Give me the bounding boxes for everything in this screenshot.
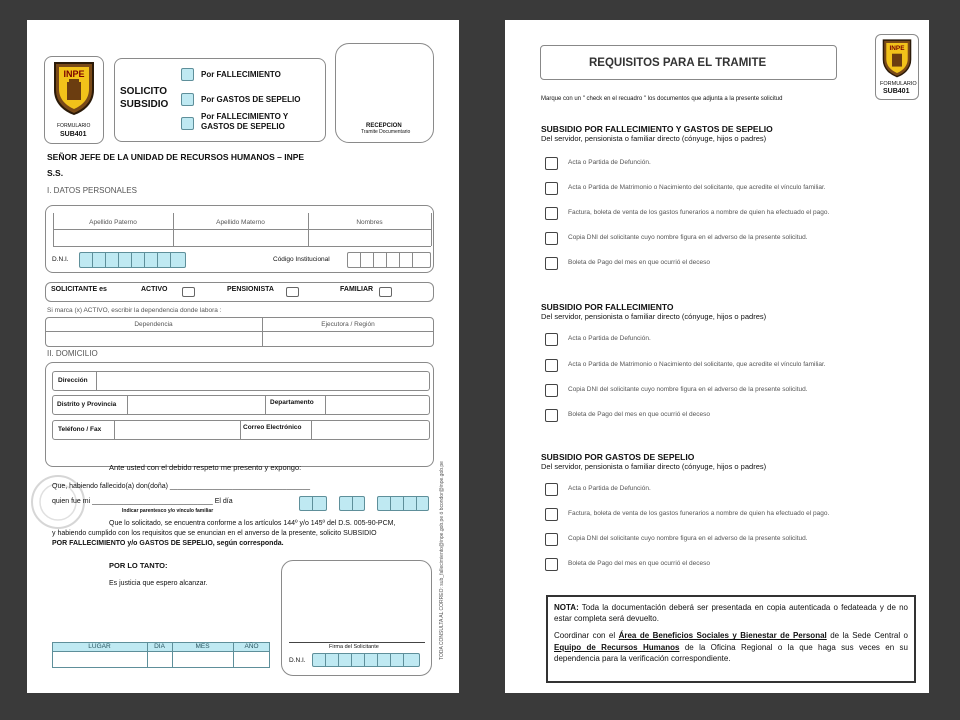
coordinar-part-1: Coordinar con el	[554, 631, 616, 641]
sec3-item-checkbox[interactable]	[545, 508, 558, 521]
sec2-item: Copia DNI del solicitante cuyo nombre figura en el adverso de la presente solicitud.	[568, 386, 808, 393]
svg-text:INPE: INPE	[889, 45, 905, 53]
apellido-paterno-field[interactable]	[54, 230, 172, 245]
fecha-anio-field[interactable]	[377, 496, 429, 511]
sec1-item: Copia DNI del solicitante cuyo nombre figura en el adverso de la presente solicitud.	[568, 234, 808, 241]
si-marca-note: Si marca (x) ACTIVO, escribir la dependencia donde labora :	[47, 307, 222, 314]
lugar-label: LUGAR	[88, 643, 111, 650]
codigo-field[interactable]	[347, 252, 431, 268]
sec3-sub: Del servidor, pensionista o familiar directo (cónyuge, hijos o padres)	[541, 462, 767, 471]
telefono-label: Teléfono / Fax	[58, 426, 102, 433]
articulos-line: Que lo solicitado, se encuentra conforme a los artículos 144º y/o 145º del D.S. 005-90-PCM,	[109, 520, 396, 527]
firma-dni-label: D.N.I.	[289, 657, 306, 664]
sec1-item: Boleta de Pago del mes en que ocurrió el deceso	[568, 259, 711, 266]
solicito-line: POR FALLECIMIENTO y/o GASTOS DE SEPELIO, según corresponda.	[52, 540, 284, 547]
svg-text:INPE: INPE	[63, 69, 85, 79]
nota-text	[554, 602, 908, 624]
opt-ambos-label-1: Por FALLECIMIENTO Y	[201, 112, 289, 121]
dia-label: DIA	[154, 643, 165, 650]
distrito-field[interactable]	[128, 396, 264, 414]
correo-field[interactable]	[312, 421, 429, 439]
ejecutora-field[interactable]	[263, 332, 433, 346]
sec3-item-checkbox[interactable]	[545, 558, 558, 571]
opt-sepelio-label: Por GASTOS DE SEPELIO	[201, 95, 301, 104]
por-lo-tanto: POR LO TANTO:	[109, 561, 168, 570]
area-beneficios: Área de Beneficios Sociales y Bienestar de Personal	[618, 631, 827, 641]
form-code: SUB401	[60, 131, 87, 138]
coordinar-text	[554, 630, 908, 664]
familiar-checkbox[interactable]	[379, 287, 392, 297]
pensionista-label: PENSIONISTA	[227, 286, 274, 293]
sec1-item-checkbox[interactable]	[545, 157, 558, 170]
sec3-item-checkbox[interactable]	[545, 533, 558, 546]
tramite-label: Tramite Documentario	[361, 129, 411, 135]
fecha-dia-field[interactable]	[299, 496, 327, 511]
solicito-label: SOLICITO	[120, 86, 168, 97]
intro-text: Ante usted con el debido respeto me presento y expongo:	[109, 463, 302, 472]
lugar-fecha-fields[interactable]	[52, 652, 270, 668]
direccion-label: Dirección	[58, 377, 88, 384]
sec2-item: Acta o Partida de Matrimonio o Nacimiento del solicitante, que acredite el vínculo familiar.	[568, 361, 826, 368]
section-datos-personales: I. DATOS PERSONALES	[47, 186, 137, 195]
nombres-field[interactable]	[309, 230, 430, 245]
sec2-item-checkbox[interactable]	[545, 359, 558, 372]
sec2-item: Boleta de Pago del mes en que ocurrió el deceso	[568, 411, 711, 418]
side-contact-text: TODA CONSULTA AL CORREO: sub_fallecimiento@inpe.gob.pe ó bcondor@inpe.gob.pe	[439, 461, 445, 660]
correo-label: Correo Electrónico	[243, 424, 302, 431]
sec2-item-checkbox[interactable]	[545, 384, 558, 397]
opt-ambos-label-2: GASTOS DE SEPELIO	[201, 122, 285, 131]
firma-dni-field[interactable]	[312, 653, 420, 667]
parentesco-line: quien fue mi _______________________________ El día	[52, 498, 233, 505]
dependencia-field[interactable]	[46, 332, 261, 346]
nota-body: Toda la documentación deberá ser presentada en copia autenticada o fedateada y de no estar completa será devuelto.	[554, 603, 909, 624]
col-apellido-materno: Apellido Materno	[216, 219, 265, 226]
subsidio-label: SUBSIDIO	[120, 99, 169, 110]
req-title: REQUISITOS PARA EL TRAMITE	[589, 57, 767, 69]
direccion-field[interactable]	[97, 372, 429, 390]
equipo-rrhh: Equipo de Recursos Humanos	[554, 642, 680, 652]
col-ejecutora: Ejecutora / Región	[321, 321, 375, 328]
requirements-page	[505, 20, 929, 693]
sec1-item-checkbox[interactable]	[545, 257, 558, 270]
anio-label: AÑO	[244, 643, 259, 650]
sec2-sub: Del servidor, pensionista o familiar directo (cónyuge, hijos o padres)	[541, 312, 767, 321]
familiar-label: FAMILIAR	[340, 286, 374, 293]
pensionista-checkbox[interactable]	[286, 287, 299, 297]
solicitante-label: SOLICITANTE es	[51, 286, 107, 293]
activo-label: ACTIVO	[141, 286, 168, 293]
opt-sepelio-checkbox[interactable]	[181, 93, 194, 106]
dni-label: D.N.I.	[52, 256, 69, 263]
mes-label: MES	[195, 643, 210, 650]
codigo-label: Código Institucional	[273, 256, 330, 263]
sec3-title: SUBSIDIO POR GASTOS DE SEPELIO	[541, 452, 695, 462]
justicia-line: Es justicia que espero alcanzar.	[109, 580, 208, 587]
section-domicilio: II. DOMICILIO	[47, 349, 98, 358]
sec1-item: Acta o Partida de Matrimonio o Nacimiento del solicitante, que acredite el vínculo familiar.	[568, 184, 826, 191]
sec1-item-checkbox[interactable]	[545, 232, 558, 245]
sec2-item-checkbox[interactable]	[545, 333, 558, 346]
nota-box	[546, 595, 916, 683]
sec2-item-checkbox[interactable]	[545, 409, 558, 422]
sec1-item-checkbox[interactable]	[545, 182, 558, 195]
telefono-field[interactable]	[115, 421, 239, 439]
inpe-shield-icon-small	[881, 38, 913, 78]
opt-fallecimiento-checkbox[interactable]	[181, 68, 194, 81]
dni-field[interactable]	[79, 252, 186, 268]
form-code-label: FORMULARIO	[57, 123, 91, 129]
form-page	[27, 20, 459, 693]
col-apellido-paterno: Apellido Paterno	[89, 219, 137, 226]
sec2-title: SUBSIDIO POR FALLECIMIENTO	[541, 302, 674, 312]
apellido-materno-field[interactable]	[174, 230, 307, 245]
req-code-label: FORMULARIO	[880, 81, 917, 87]
recepcion-label: RECEPCION	[366, 123, 402, 129]
sec2-item: Acta o Partida de Defunción.	[568, 335, 651, 342]
firma-label: Firma del Solicitante	[329, 644, 379, 650]
inpe-shield-icon	[52, 60, 96, 116]
coordinar-part-2: de la Sede Central o	[830, 631, 909, 641]
sec1-title: SUBSIDIO POR FALLECIMIENTO Y GASTOS DE SEPELIO	[541, 124, 773, 134]
sec1-item: Acta o Partida de Defunción.	[568, 159, 651, 166]
departamento-field[interactable]	[326, 396, 429, 414]
req-code: SUB401	[883, 88, 910, 95]
sec3-item: Acta o Partida de Defunción.	[568, 485, 651, 492]
req-instruction: Marque con un " check en el recuadro " los documentos que adjunta a la presente solicitud	[541, 96, 783, 102]
activo-checkbox[interactable]	[182, 287, 195, 297]
fallecido-line: Que, habiendo fallecido(a) don(doña) ____________________________________	[52, 483, 311, 490]
nota-label: NOTA:	[554, 603, 579, 612]
sec3-item: Copia DNI del solicitante cuyo nombre figura en el adverso de la presente solicitud.	[568, 535, 808, 542]
col-nombres: Nombres	[356, 219, 383, 226]
sec3-item: Boleta de Pago del mes en que ocurrió el deceso	[568, 560, 711, 567]
opt-ambos-checkbox[interactable]	[181, 117, 194, 130]
coordinar-part-3: de la Oficina Regional o la que haga sus veces en su dependencia para la verificación correspondiente.	[554, 642, 908, 663]
sec1-item-checkbox[interactable]	[545, 207, 558, 220]
requisitos-line: y habiendo cumplido con los requisitos que se enuncian en el anverso de la presente, solicito SUBSIDIO	[52, 530, 377, 537]
col-dependencia: Dependencia	[134, 321, 173, 328]
parentesco-hint: Indicar parentesco y/o vínculo familiar	[122, 508, 214, 514]
fecha-mes-field[interactable]	[339, 496, 365, 511]
distrito-label: Distrito y Provincia	[57, 401, 117, 408]
sec3-item-checkbox[interactable]	[545, 483, 558, 496]
departamento-label: Departamento	[270, 399, 314, 406]
addressee: SEÑOR JEFE DE LA UNIDAD DE RECURSOS HUMANOS – INPE	[47, 152, 305, 162]
opt-fallecimiento-label: Por FALLECIMIENTO	[201, 70, 281, 79]
sec3-item: Factura, boleta de venta de los gastos funerarios a nombre de quien ha efectuado el pago.	[568, 510, 830, 517]
sec1-sub: Del servidor, pensionista o familiar directo (cónyuge, hijos o padres)	[541, 134, 767, 143]
ss-label: S.S.	[47, 168, 64, 178]
sec1-item: Factura, boleta de venta de los gastos funerarios a nombre de quien ha efectuado el pago.	[568, 209, 830, 216]
